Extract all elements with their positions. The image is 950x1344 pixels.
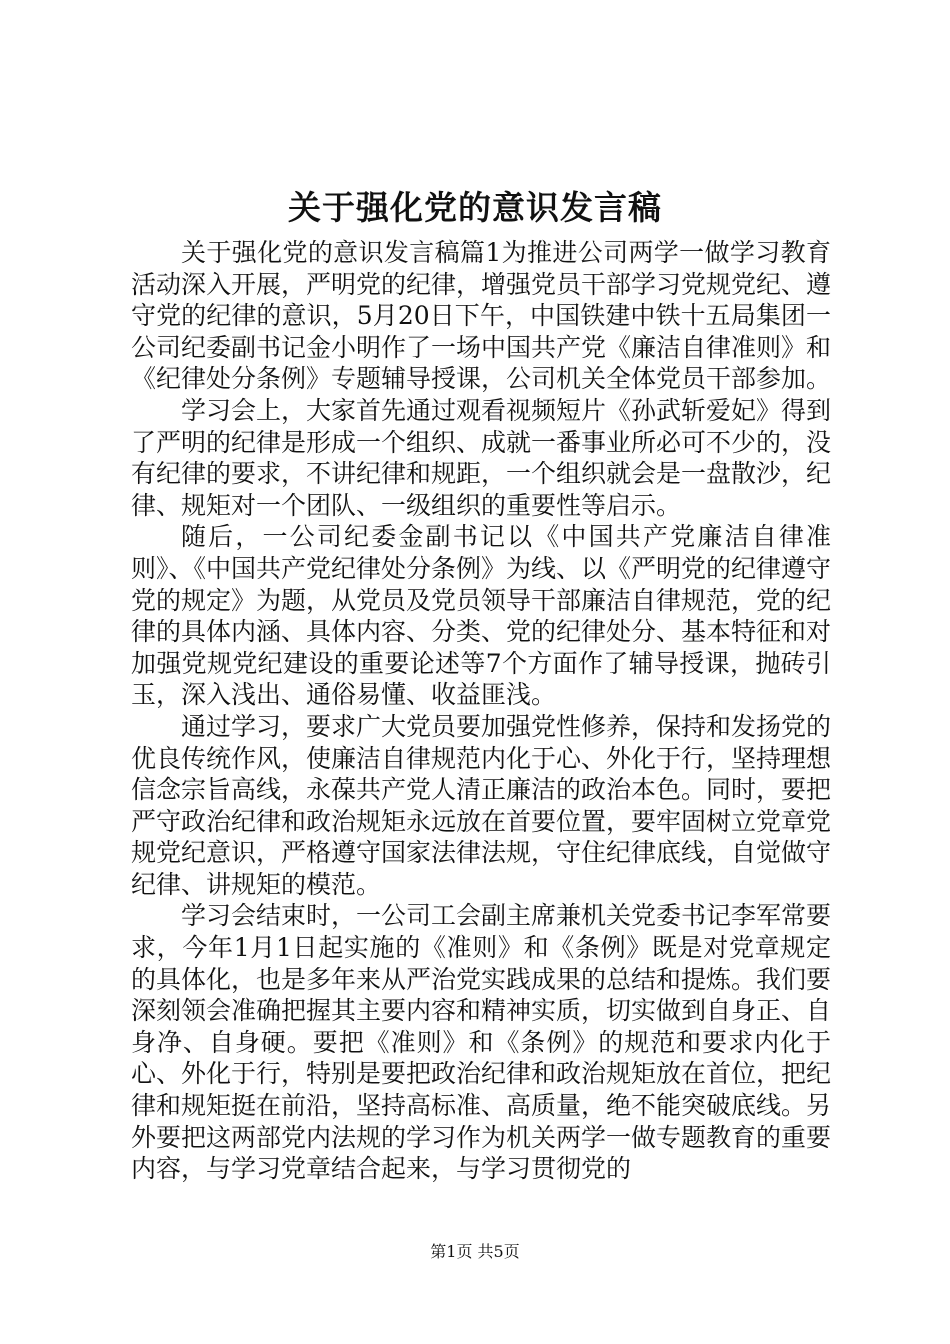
document-body [131, 237, 831, 1185]
page-total: 共5页 [477, 1242, 520, 1261]
document-title: 关于强化党的意识发言稿 [288, 188, 662, 227]
paragraph: 关于强化党的意识发言稿篇1为推进公司两学一做学习教育活动深入开展，严明党的纪律，增强党员干部学习党规党纪、遵守党的纪律的意识，5月20日下午，中国铁建中铁十五局集团一公司纪委副书记金小明作了一场中国共产党《廉洁自律准则》和《纪律处分条例》专题辅导授课，公司机关全体党员干部参加。 [131, 238, 832, 394]
page-number: 第1页 [430, 1242, 473, 1261]
paragraph: 学习会上，大家首先通过观看视频短片《孙武斩爱妃》得到了严明的纪律是形成一个组织、成就一番事业所必可不少的，没有纪律的要求，不讲纪律和规距，一个组织就会是一盘散沙，纪律、规矩对一个团队、一级组织的重要性等启示。 [131, 395, 832, 520]
paragraph: 通过学习，要求广大党员要加强党性修养，保持和发扬党的优良传统作风，使廉洁自律规范内化于心、外化于行，坚持理想信念宗旨高线，永葆共产党人清正廉洁的政治本色。同时，要把严守政治纪律和政治规矩永远放在首要位置，要牢固树立党章党规党纪意识，严格遵守国家法律法规，守住纪律底线，自觉做守纪律、讲规矩的模范。 [131, 711, 832, 899]
paragraph: 随后，一公司纪委金副书记以《中国共产党廉洁自律准则》、《中国共产党纪律处分条例》为线、以《严明党的纪律遵守党的规定》为题，从党员及党员领导干部廉洁自律规范，党的纪律的具体内涵、具体内容、分类、党的纪律处分、基本特征和对加强党规党纪建设的重要论述等7个方面作了辅导授课，抛砖引玉，深入浅出、通俗易懂、收益匪浅。 [131, 522, 832, 710]
paragraph: 学习会结束时，一公司工会副主席兼机关党委书记李军常要求，今年1月1日起实施的《准则》和《条例》既是对党章规定的具体化，也是多年来从严治党实践成果的总结和提炼。我们要深刻领会准确把握其主要内容和精神实质，切实做到自身正、自身净、自身硬。要把《准则》和《条例》的规范和要求内化于心、外化于行，特别是要把政治纪律和政治规矩放在首位，把纪律和规矩挺在前沿，坚持高标准、高质量，绝不能突破底线。另外要把这两部党内法规的学习作为机关两学一做专题教育的重要内容，与学习党章结合起来，与学习贯彻党的 [131, 901, 832, 1184]
page-footer [0, 1241, 950, 1263]
